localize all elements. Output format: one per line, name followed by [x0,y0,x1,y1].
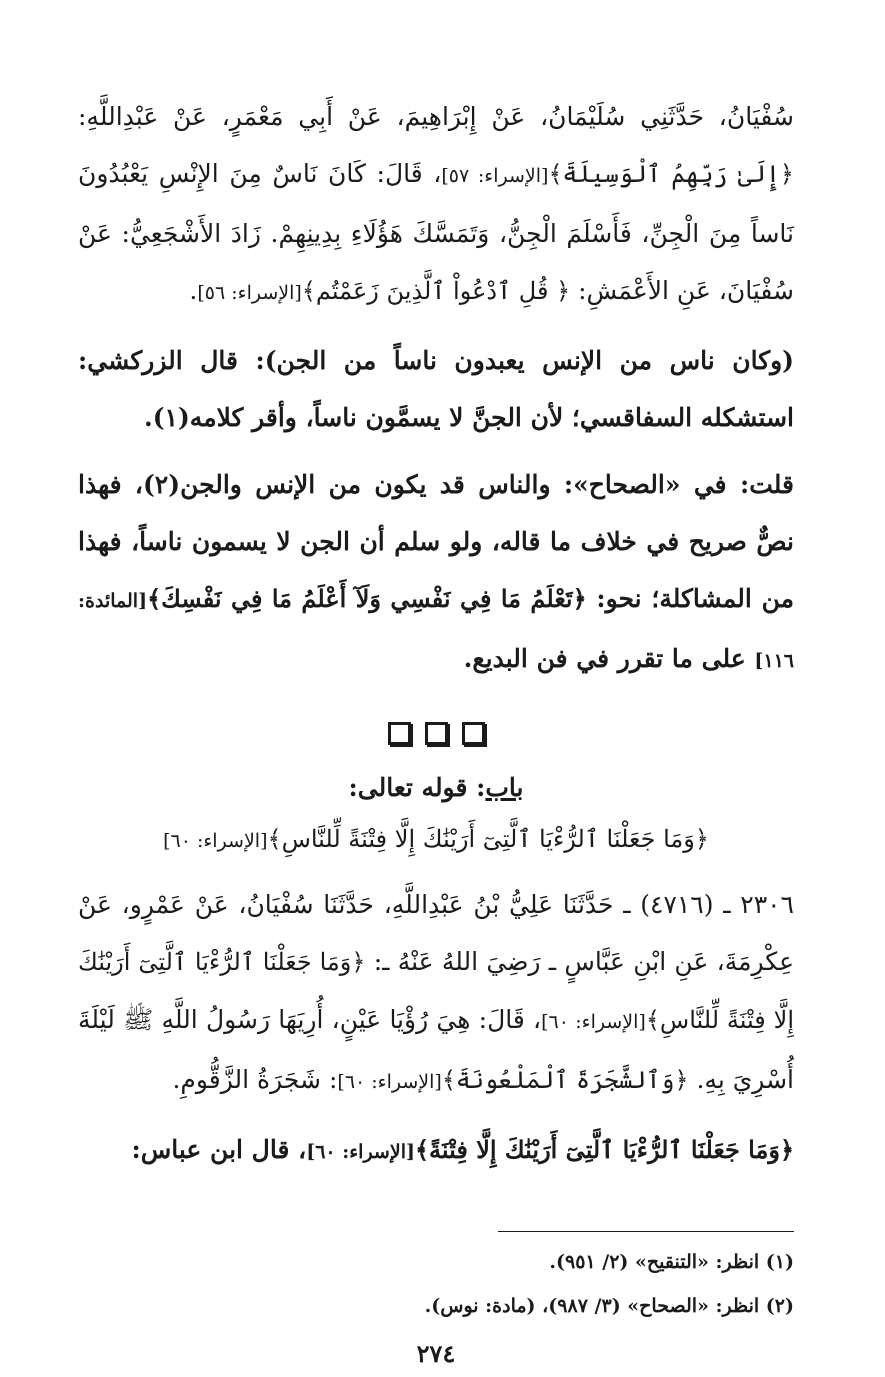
hadith-continuation [78,88,794,322]
text-run: ٢٣٠٦ ـ (٤٧١٦) ـ حَدَّثَنَا عَلِيُّ بْنُ عَبْدِاللَّهِ، حَدَّثَنَا سُفْيَانُ، عَنْ عَمْرٍو، عَنْ عِكْرِمَةَ، عَنِ ابْنِ عَبَّاسٍ ـ رَضِيَ اللهُ عَنْهُ ـ: [78,890,795,976]
footnote: (٢) انظر: «الصحاح» (٣/ ٩٨٧)، (مادة: نوس). [424,1295,794,1317]
commentary-paragraph [78,456,794,690]
quran-verse: ﴿وَمَا جَعَلْنَا ٱلرُّءْيَا ٱلَّتِىٓ أَرَيْنَٰكَ إِلَّا فِتْنَةً لِّلنَّاسِ﴾ [267,825,709,853]
square-ornament-icon [425,722,448,745]
quran-verse: ﴿ قُلِ ٱدْعُواْ ٱلَّذِينَ زَعَمْتُم﴾ [301,277,571,305]
quran-verse: ﴿وَٱلشَّجَرَةَ ٱلْمَلْعُونَةَ﴾ [441,1066,689,1094]
verse-reference: [الإسراء: ٦٠] [337,1071,442,1093]
square-ornament-icon [462,722,485,745]
chapter-title: : قوله تعالى: [348,773,486,802]
footnote-separator [498,1231,794,1232]
text-run: . [189,276,198,305]
square-ornament-icon [388,722,411,745]
footnote: (١) انظر: «التنقيح» (٢/ ٩٥١). [549,1251,794,1273]
commentary-paragraph [78,1121,794,1181]
text-run: سُفْيَانُ، حَدَّثَنِي سُلَيْمَانُ، عَنْ إِبْرَاهِيمَ، عَنْ أَبِي مَعْمَرٍ، عَنْ عَبْدِاللَّهِ: [78,102,794,131]
text-run: قلت: في «الصحاح»: والناس قد يكون من الإنس والجن(٢)، فهذا نصٌّ صريح في خلاف ما قاله، ولو سلم أن الجن لا يسمون ناساً، فهذا من المشاكلة؛ نحو: [78,470,794,613]
section-divider-ornament [78,712,794,752]
page-body [78,88,794,1374]
hadith-paragraph [78,876,794,1111]
verse-reference: [الإسراء: ٦٠] [541,1011,646,1033]
chapter-label: باب [485,773,524,802]
text-run: ، قال ابن عباس: [131,1135,307,1164]
verse-reference: [الإسراء: ٥٦] [197,282,302,304]
text-run: على ما تقرر في فن البديع. [463,644,755,673]
verse-reference: [الإسراء: ٦٠] [306,1141,415,1163]
text-run: ، قَالَ: هِيَ رُؤْيَا عَيْنٍ، أُرِيَهَا رَسُولُ اللَّهِ ﷺ لَيْلَةَ أُسْرِيَ بِهِ. [78,1005,794,1094]
text-run: ، قَالَ: كَانَ نَاسٌ مِنَ الإِنْسِ يَعْبُدُونَ نَاساً مِنَ الْجِنِّ، فَأَسْلَمَ الْجِنُّ، وَتَمَسَّكَ هَؤُلَاءِ بِدِينِهِمْ. زَادَ الأَشْجَعِيُّ: عَنْ سُفْيَانَ، عَنِ الأَعْمَشِ: [78,159,794,305]
verse-reference: [المائدة: ١١٦] [78,590,794,672]
verse-reference: [الإسراء: ٦٠] [163,830,268,852]
quran-verse: ﴿وَمَا جَعَلْنَا ٱلرُّءْيَا ٱلَّتِىٓ أَرَيْنَٰكَ إِلَّا فِتْنَةً﴾ [414,1135,794,1164]
verse-reference: [الإسراء: ٥٧] [441,165,549,187]
quran-verse: ﴿وَمَا جَعَلْنَا ٱلرُّءْيَا ٱلَّتِىٓ أَرَيْنَٰكَ إِلَّا فِتْنَةً لِّلنَّاسِ﴾ [78,948,795,1034]
quran-verse: ﴿إِلَىٰ رَبِّهِمُ ٱلْوَسِيلَةَ﴾ [548,160,794,188]
quran-verse: ﴿تَعْلَمُ مَا فِي نَفْسِي وَلَآ أَعْلَمُ مَا فِي نَفْسِكَ﴾ [147,584,587,613]
chapter-heading [78,764,794,812]
page-number: ٢٧٤ [416,1339,456,1368]
commentary-paragraph: (وكان ناس من الإنس يعبدون ناساً من الجن): قال الزركشي: استشكله السفاقسي؛ لأن الجنَّ لا يسمَّون ناساً، وأقر كلامه(١). [78,346,794,432]
text-run: : شَجَرَةُ الزَّقُّومِ. [172,1065,338,1094]
chapter-verse [78,812,794,868]
